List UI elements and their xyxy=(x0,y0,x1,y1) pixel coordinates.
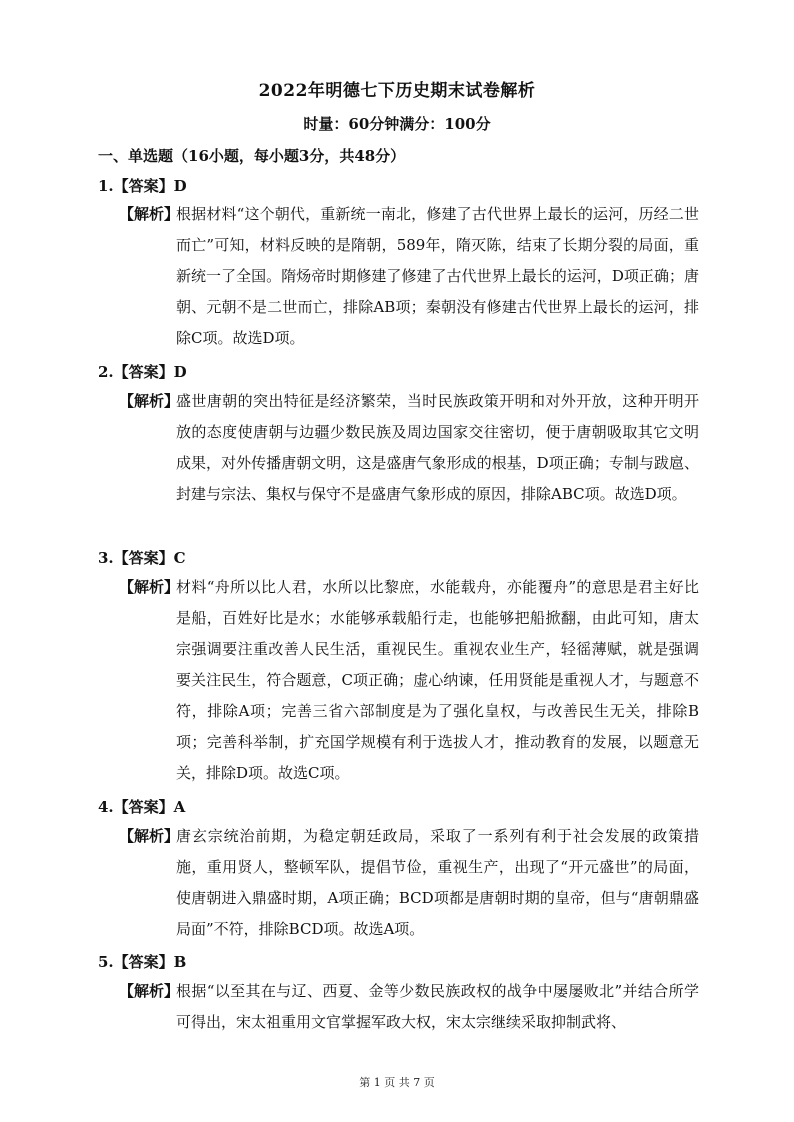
answer-line: 1.【答案】D xyxy=(98,177,187,195)
answer-line: 2.【答案】D xyxy=(98,363,187,381)
analysis-text: 材料“舟所以比人君，水所以比黎庶，水能载舟，亦能覆舟”的意思是君主好比是船，百姓好比是水；水能够承载船行走，也能够把船掀翻，由此可知，唐太宗强调要注重改善人民生活，重视民生。重视农业生产，轻徭薄赋，就是强调要关注民生，符合题意，C项正确；虚心纳谏，任用贤能是重视人才，与题意不符，排除A项；完善三省六部制度是为了强化皇权，与改善民生无关，排除B项；完善科举制，扩充国学规模有利于选拔人才，推动教育的发展，以题意无关，排除D项。故选C项。 xyxy=(176,578,699,782)
page-footer: 第 1 页 共 7 页 xyxy=(359,1076,435,1089)
analysis-text: 根据材料“这个朝代，重新统一南北，修建了古代世界上最长的运河，历经二世而亡”可知，材料反映的是隋朝，589年，隋灭陈，结束了长期分裂的局面，重新统一了全国。隋炀帝时期修建了修建了古代世界上最长的运河，D项正确；唐朝、元朝不是二世而亡，排除AB项；秦朝没有修建古代世界上最长的运河，排除C项。故选D项。 xyxy=(176,205,699,347)
analysis-tag: 【解析】 xyxy=(119,392,180,410)
analysis-tag: 【解析】 xyxy=(119,578,180,596)
analysis-text: 盛世唐朝的突出特征是经济繁荣，当时民族政策开明和对外开放，这种开明开放的态度使唐朝与边疆少数民族及周边国家交往密切，便于唐朝吸取其它文明成果，对外传播唐朝文明，这是盛唐气象形成的根基，D项正确；专制与跋扈、封建与宗法、集权与保守不是盛唐气象形成的原因，排除ABC项。故选D项。 xyxy=(176,392,699,503)
analysis-tag: 【解析】 xyxy=(119,982,180,1000)
analysis-tag: 【解析】 xyxy=(119,205,180,223)
answer-line: 3.【答案】C xyxy=(98,549,186,567)
analysis-block xyxy=(119,386,699,510)
analysis-block xyxy=(119,821,699,945)
analysis-text: 唐玄宗统治前期，为稳定朝廷政局，采取了一系列有利于社会发展的政策措施，重用贤人，整顿军队，提倡节俭，重视生产，出现了“开元盛世”的局面，使唐朝进入鼎盛时期，A项正确；BCD项都是唐朝时期的皇帝，但与“唐朝鼎盛局面”不符，排除BCD项。故选A项。 xyxy=(176,827,699,938)
exam-info: 时量：60分钟满分：100分 xyxy=(303,115,491,133)
analysis-block xyxy=(119,572,699,789)
answer-line: 5.【答案】B xyxy=(98,953,187,971)
analysis-block xyxy=(119,199,699,354)
analysis-block xyxy=(119,976,699,1038)
analysis-tag: 【解析】 xyxy=(119,827,180,845)
analysis-text: 根据“以至其在与辽、西夏、金等少数民族政权的战争中屡屡败北”并结合所学可得出，宋太祖重用文官掌握军政大权，宋太宗继续采取抑制武将、 xyxy=(176,982,699,1031)
answer-line: 4.【答案】A xyxy=(98,798,186,816)
section-heading: 一、单选题（16小题，每小题3分，共48分） xyxy=(98,147,406,165)
document-title: 2022年明德七下历史期末试卷解析 xyxy=(258,81,536,101)
